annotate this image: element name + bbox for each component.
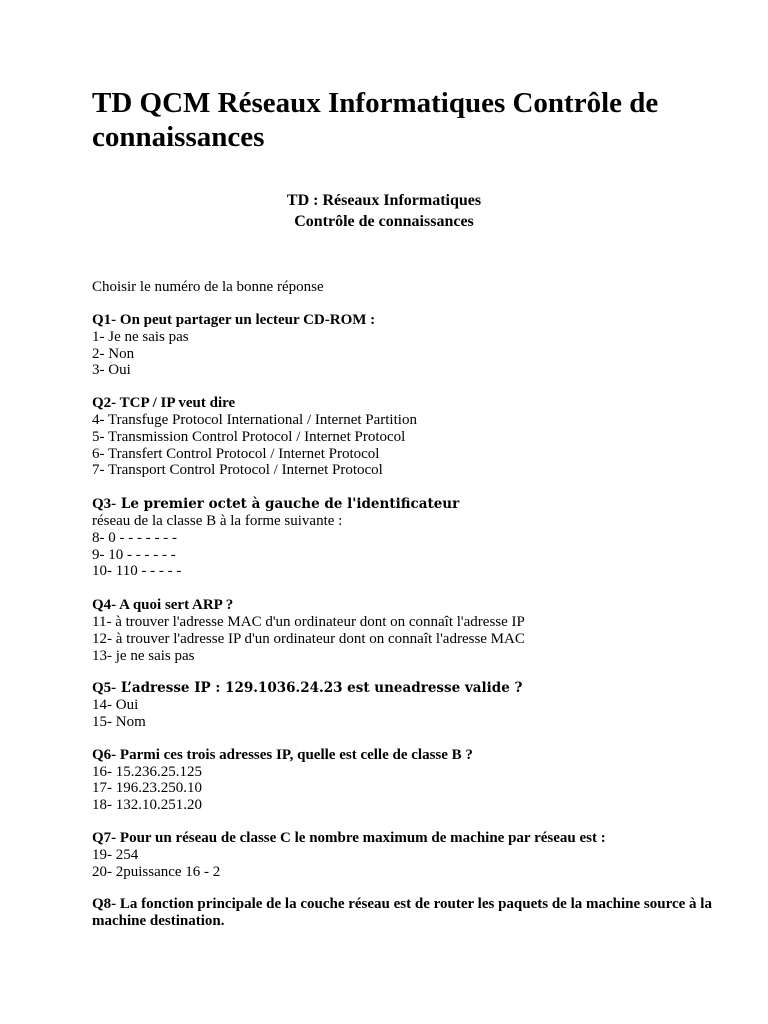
question-continuation: réseau de la classe B à la forme suivante : — [92, 512, 343, 529]
answer-option: 15- Nom — [92, 713, 146, 730]
answer-option: 7- Transport Control Protocol / Internet Protocol — [92, 462, 383, 479]
instruction-text: Choisir le numéro de la bonne réponse — [92, 279, 324, 295]
answer-option: 4- Transfuge Protocol International / Internet Partition — [92, 411, 417, 428]
question-heading-continuation: machine destination. — [92, 913, 225, 930]
question-7 — [92, 830, 732, 880]
document-subtitle — [92, 190, 676, 232]
document-title: TD QCM Réseaux Informatiques Contrôle de connaissances — [92, 87, 659, 153]
answer-option: 12- à trouver l'adresse IP d'un ordinateur dont on connaît l'adresse MAC — [92, 630, 525, 647]
answer-option: 8- 0 - - - - - - - — [92, 529, 177, 546]
question-2 — [92, 395, 732, 479]
question-1 — [92, 312, 732, 379]
answer-option: 19- 254 — [92, 846, 139, 863]
question-8 — [92, 896, 732, 930]
answer-option: 14- Oui — [92, 697, 139, 714]
answer-option: 18- 132.10.251.20 — [92, 797, 202, 814]
answer-option: 2- Non — [92, 345, 135, 362]
question-number: Q5- — [92, 680, 117, 697]
answer-option: 13- je ne sais pas — [92, 647, 195, 664]
answer-option: 6- Transfert Control Protocol / Internet Protocol — [92, 445, 380, 462]
answer-option: 17- 196.23.250.10 — [92, 780, 202, 797]
subtitle-line-1: TD : Réseaux Informatiques — [286, 192, 482, 209]
question-heading-text: Le premier octet à gauche de l'identificateur — [116, 496, 460, 513]
subtitle-line-2: Contrôle de connaissances — [294, 213, 474, 230]
answer-option: 9- 10 - - - - - - — [92, 546, 176, 563]
question-6 — [92, 747, 732, 814]
question-4 — [92, 597, 732, 664]
question-heading: Q2- TCP / IP veut dire — [92, 395, 236, 412]
answer-option: 10- 110 - - - - - — [92, 563, 182, 580]
answer-option: 20- 2puissance 16 - 2 — [92, 863, 221, 880]
answer-option: 5- Transmission Control Protocol / Internet Protocol — [92, 428, 406, 445]
answer-option: 3- Oui — [92, 362, 131, 379]
question-heading: Q7- Pour un réseau de classe C le nombre maximum de machine par réseau est : — [92, 829, 606, 846]
question-heading: Q8- La fonction principale de la couche réseau est de router les paquets de la machine source à la — [92, 896, 712, 913]
question-heading — [92, 680, 732, 697]
answer-option: 16- 15.236.25.125 — [92, 763, 202, 780]
document-page — [92, 86, 732, 930]
question-heading: Q4- A quoi sert ARP ? — [92, 597, 234, 614]
question-heading — [92, 496, 732, 513]
question-3 — [92, 496, 732, 580]
question-5 — [92, 680, 732, 730]
answer-option: 11- à trouver l'adresse MAC d'un ordinateur dont on connaît l'adresse IP — [92, 613, 525, 630]
question-heading-text: L’adresse IP : 129.1036.24.23 est uneadresse valide ? — [116, 680, 523, 697]
question-heading: Q6- Parmi ces trois adresses IP, quelle est celle de classe B ? — [92, 746, 473, 763]
question-heading: Q1- On peut partager un lecteur CD-ROM : — [92, 312, 376, 328]
answer-option: 1- Je ne sais pas — [92, 328, 189, 345]
question-number: Q3- — [92, 496, 117, 513]
